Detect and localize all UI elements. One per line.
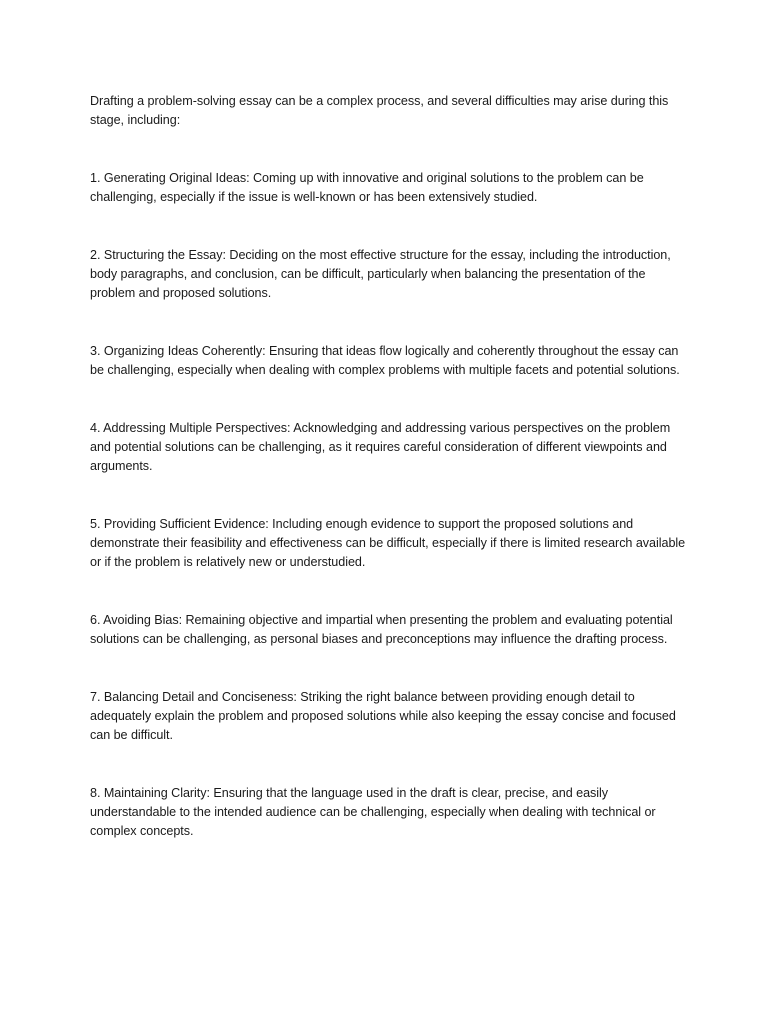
list-item-6: 6. Avoiding Bias: Remaining objective and impartial when presenting the problem and evaluating potential solutions can be challenging, as personal biases and preconceptions may influence the drafting process. [90,613,673,646]
list-item-3: 3. Organizing Ideas Coherently: Ensuring that ideas flow logically and coherently throughout the essay can be challenging, especially when dealing with complex problems with multiple facets and potential solutions. [90,344,680,377]
list-item-5: 5. Providing Sufficient Evidence: Including enough evidence to support the proposed solutions and demonstrate their feasibility and effectiveness can be difficult, especially if there is limited research available or if the problem is relatively new or understudied. [90,517,686,569]
intro-paragraph: Drafting a problem-solving essay can be a complex process, and several difficulties may arise during this stage, including: [90,94,669,127]
list-item-7: 7. Balancing Detail and Conciseness: Striking the right balance between providing enough detail to adequately explain the problem and proposed solutions while also keeping the essay concise and focused can be difficult. [90,690,676,742]
list-item-4: 4. Addressing Multiple Perspectives: Acknowledging and addressing various perspectives on the problem and potential solutions can be challenging, as it requires careful consideration of different viewpoints and arguments. [90,421,671,473]
list-item-8: 8. Maintaining Clarity: Ensuring that the language used in the draft is clear, precise, and easily understandable to the intended audience can be challenging, especially when dealing with technical or complex concepts. [90,786,656,838]
list-item-1: 1. Generating Original Ideas: Coming up with innovative and original solutions to the problem can be challenging, especially if the issue is well-known or has been extensively studied. [90,171,644,204]
list-item-2: 2. Structuring the Essay: Deciding on the most effective structure for the essay, including the introduction, body paragraphs, and conclusion, can be difficult, particularly when balancing the presentation of the problem and proposed solutions. [90,248,671,300]
